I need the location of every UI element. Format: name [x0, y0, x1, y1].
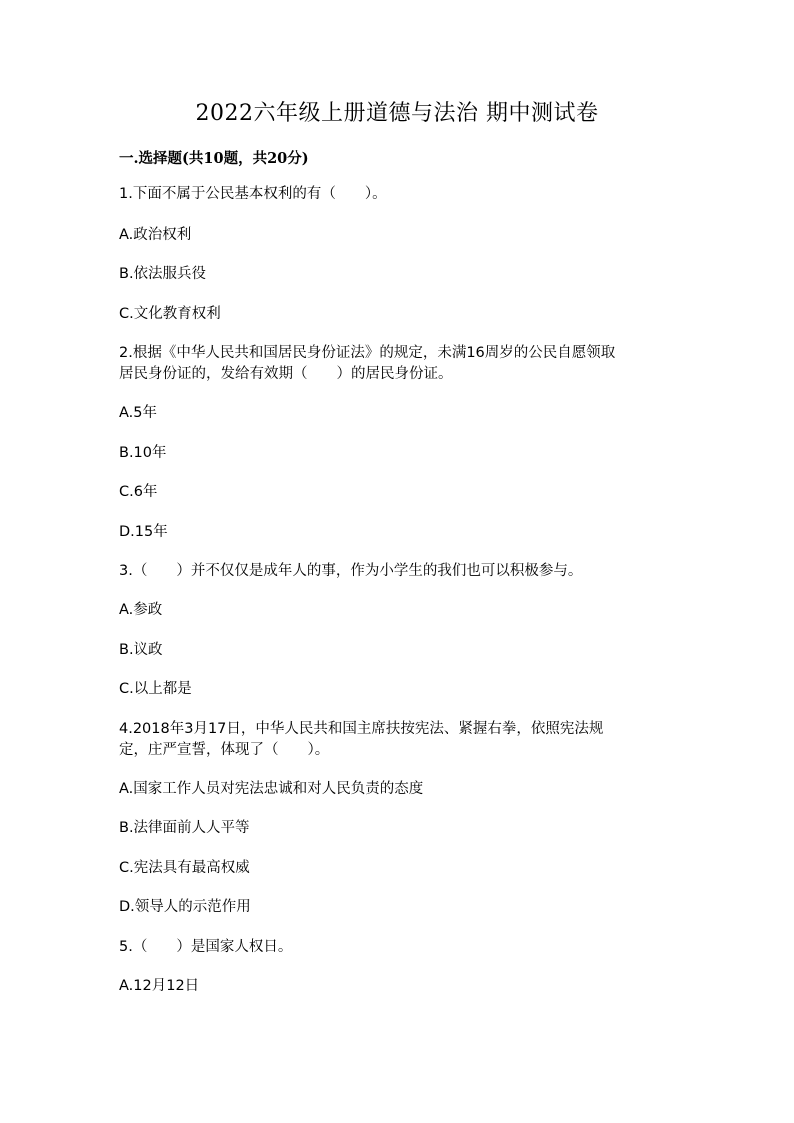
question-1-option-b: B.依法服兵役 — [119, 266, 207, 282]
question-2-option-a: A.5年 — [119, 405, 157, 421]
question-1-option-c: C.文化教育权利 — [119, 306, 221, 322]
question-4-stem-line-2: 定，庄严宣誓，体现了（ ）。 — [119, 742, 330, 758]
question-5-stem-line-1: 5.（ ）是国家人权日。 — [119, 939, 293, 955]
question-3-option-a: A.参政 — [119, 602, 163, 618]
question-2-option-c: C.6年 — [119, 484, 158, 500]
question-3-option-b: B.议政 — [119, 642, 163, 658]
question-4-option-d: D.领导人的示范作用 — [119, 899, 251, 915]
question-2-option-d: D.15年 — [119, 524, 168, 540]
question-4-stem-line-1: 4.2018年3月17日，中华人民共和国主席扶按宪法、紧握右拳，依照宪法规 — [119, 721, 604, 737]
question-4-option-c: C.宪法具有最高权威 — [119, 860, 250, 876]
question-2-stem-line-1: 2.根据《中华人民共和国居民身份证法》的规定，未满16周岁的公民自愿领取 — [119, 345, 616, 361]
question-4-option-a: A.国家工作人员对宪法忠诚和对人民负责的态度 — [119, 781, 424, 797]
section-heading: 一.选择题(共10题，共20分) — [119, 150, 309, 167]
question-4-option-b: B.法律面前人人平等 — [119, 820, 250, 836]
question-2-option-b: B.10年 — [119, 445, 167, 461]
exam-title: 2022六年级上册道德与法治 期中测试卷 — [195, 101, 599, 126]
question-3-stem-line-1: 3.（ ）并不仅仅是成年人的事，作为小学生的我们也可以积极参与。 — [119, 563, 583, 579]
question-2-stem-line-2: 居民身份证的，发给有效期（ ）的居民身份证。 — [119, 366, 453, 382]
question-1-stem-line-1: 1.下面不属于公民基本权利的有（ ）。 — [119, 186, 387, 202]
question-3-option-c: C.以上都是 — [119, 681, 192, 697]
question-1-option-a: A.政治权利 — [119, 227, 192, 243]
question-5-option-a: A.12月12日 — [119, 978, 200, 994]
